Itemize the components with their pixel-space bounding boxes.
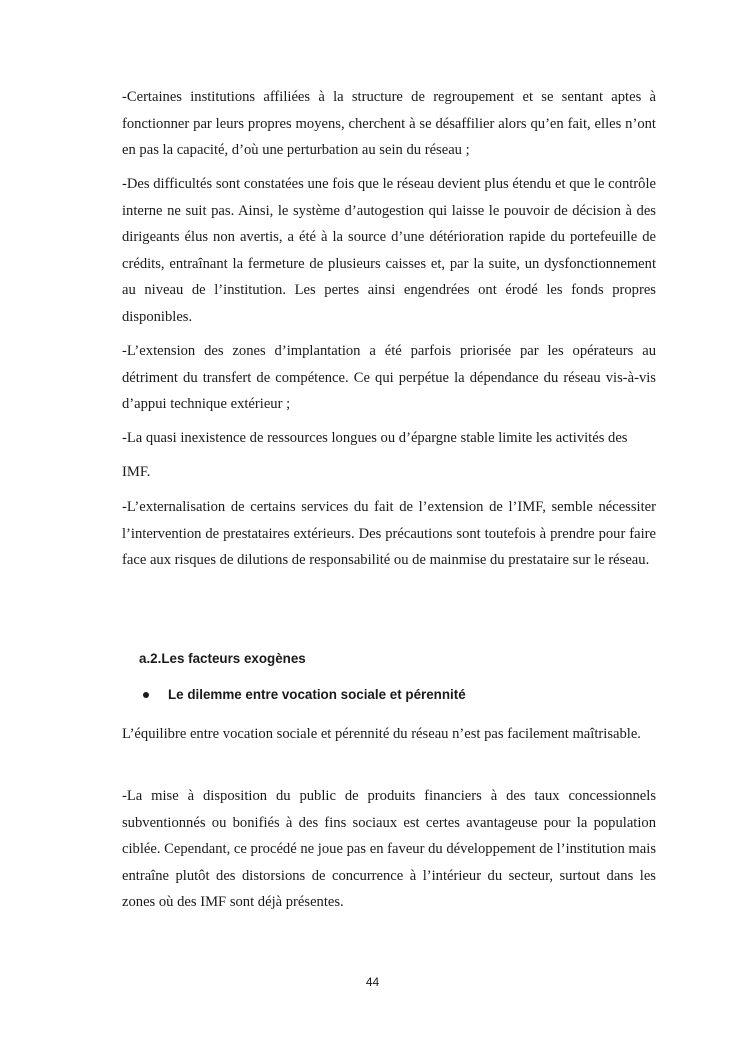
page-number: 44 — [365, 975, 380, 989]
paragraph-mise-a-disposition: -La mise à disposition du public de produits financiers à des taux concessionnels subventionnés ou bonifiés à des fins sociaux est certes avantageuse pour la population ciblée. Cependant, ce procédé ne joue pas en faveur du développement de l’institution mais entraîne plutôt des distorsions de concurrence à l’intérieur du secteur, surtout dans les zones où des IMF sont déjà présentes. — [122, 788, 656, 911]
bullet-list-item — [143, 687, 466, 702]
section-heading: a.2.Les facteurs exogènes — [139, 651, 306, 666]
paragraph-equilibre: L’équilibre entre vocation sociale et pérennité du réseau n’est pas facilement maîtrisable. — [122, 726, 641, 742]
paragraph-extension-zones: -L’extension des zones d’implantation a été parfois priorisée par les opérateurs au détriment du transfert de compétence. Ce qui perpétue la dépendance du réseau vis-à-vis d’appui technique extérieur ; — [122, 343, 656, 413]
paragraph-institutions-affiliees: -Certaines institutions affiliées à la structure de regroupement et se sentant aptes à fonctionner par leurs propres moyens, cherchent à se désaffilier alors qu’en fait, elles n’ont en pas la capacité, d’où une perturbation au sein du réseau ; — [122, 89, 656, 159]
paragraph-ressources-longues-line2: IMF. — [122, 464, 151, 480]
bullet-item-label: Le dilemme entre vocation sociale et pérennité — [168, 687, 466, 702]
paragraph-difficultes-controle: -Des difficultés sont constatées une fois que le réseau devient plus étendu et que le contrôle interne ne suit pas. Ainsi, le système d’autogestion qui laisse le pouvoir de décision à des dirigeants élus non avertis, a été à la source d’une détérioration rapide du portefeuille de crédits, entraînant la fermeture de plusieurs caisses et, par la suite, un dysfonctionnement au niveau de l’institution. Les pertes ainsi engendrées ont érodé les fonds propres disponibles. — [122, 176, 656, 325]
paragraph-externalisation: -L’externalisation de certains services du fait de l’extension de l’IMF, semble nécessiter l’intervention de prestataires extérieurs. Des précautions sont toutefois à prendre pour faire face aux risques de dilutions de responsabilité ou de mainmise du prestataire sur le réseau. — [122, 499, 656, 569]
paragraph-ressources-longues-line1: -La quasi inexistence de ressources longues ou d’épargne stable limite les activités des — [122, 430, 628, 446]
bullet-icon — [143, 692, 149, 698]
